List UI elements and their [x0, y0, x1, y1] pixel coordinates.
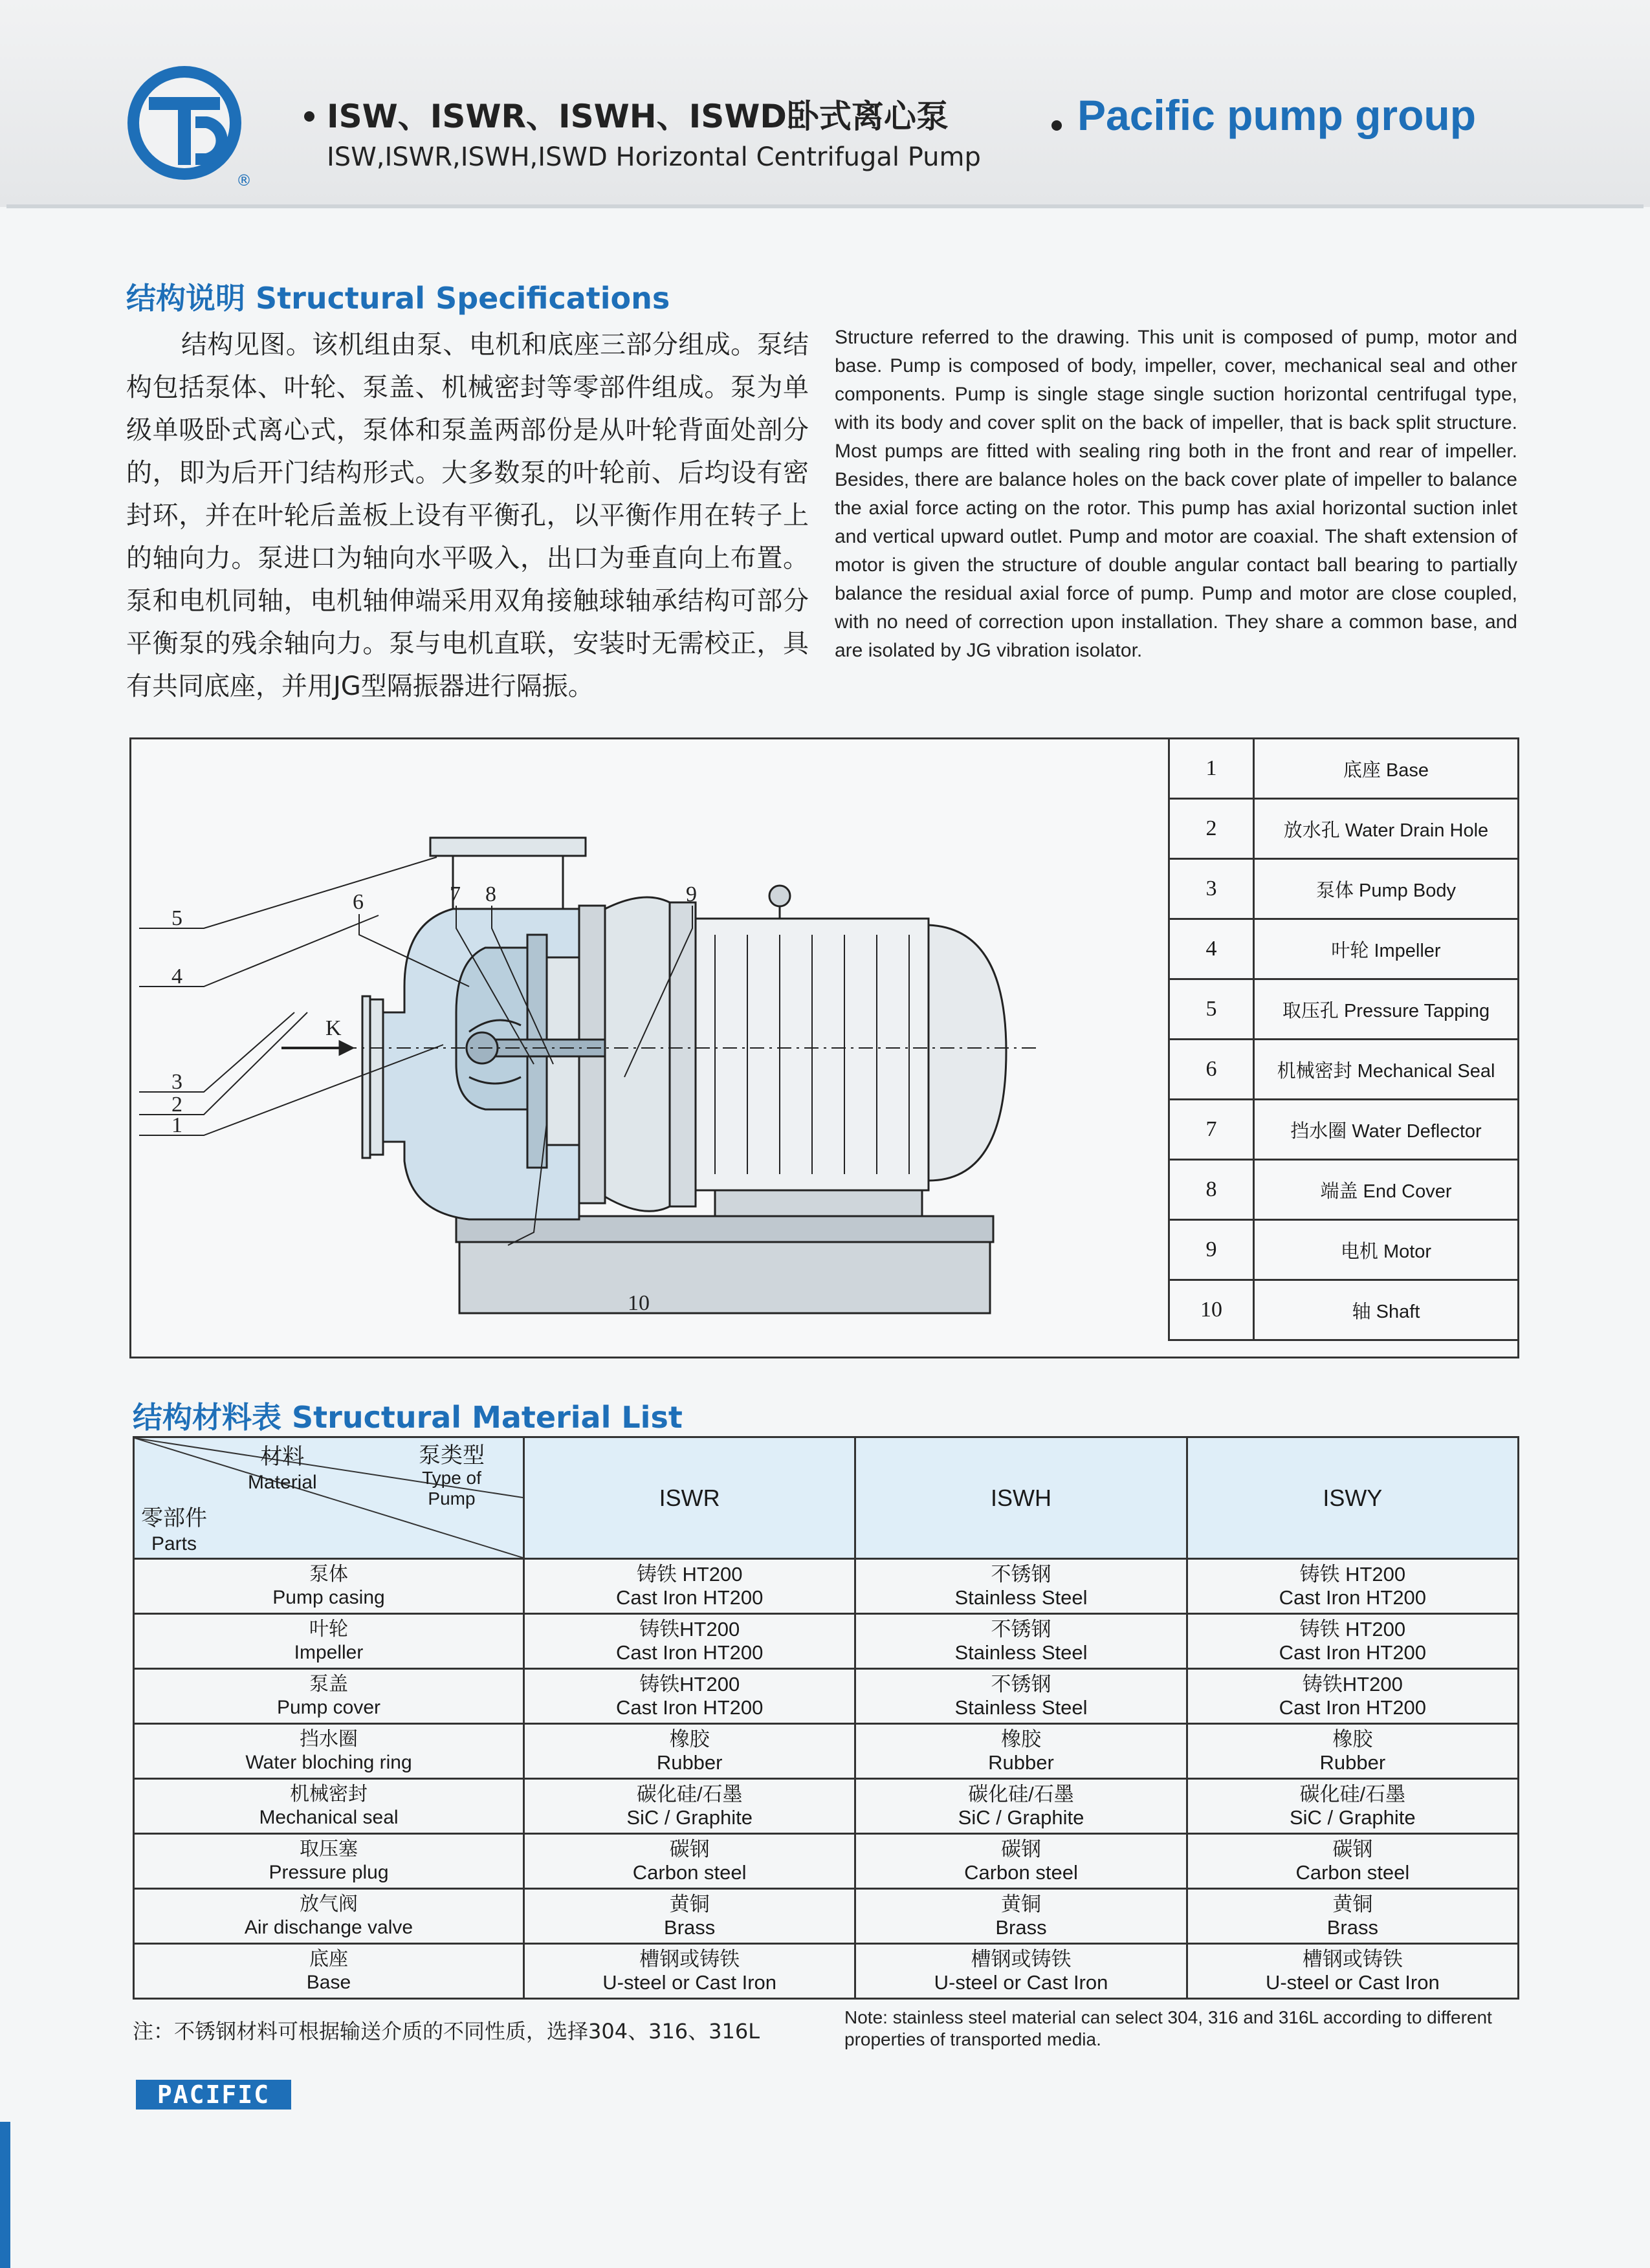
part-number: 7: [1169, 1100, 1254, 1160]
corner-material: [248, 1445, 317, 1495]
material-section-title: 结构材料表 Structural Material List: [133, 1400, 683, 1435]
parts-row: [1169, 979, 1519, 1040]
corner-parts-en: Parts: [151, 1533, 197, 1554]
material-en: Cast Iron HT200: [1279, 1586, 1427, 1609]
material-en: Cast Iron HT200: [1279, 1641, 1427, 1664]
footer-logo: PACIFIC: [136, 2080, 291, 2110]
material-cn: 槽钢或铸铁: [639, 1948, 740, 1970]
material-en: SiC / Graphite: [958, 1806, 1084, 1829]
part-name: 挡水圈 Water Deflector: [1254, 1100, 1519, 1160]
material-value-cell: [855, 1724, 1187, 1779]
material-en: U-steel or Cast Iron: [1265, 1971, 1440, 1994]
corner-type: [413, 1443, 490, 1510]
corner-material-cn: 材料: [260, 1445, 305, 1469]
material-value-cell: [855, 1889, 1187, 1944]
material-en: Rubber: [988, 1751, 1054, 1774]
material-row: [134, 1724, 1519, 1779]
material-value-cell: [1187, 1834, 1518, 1889]
material-cn: 槽钢或铸铁: [971, 1948, 1072, 1970]
parts-row: [1169, 799, 1519, 859]
material-table-header: [134, 1437, 1519, 1559]
material-en: SiC / Graphite: [1289, 1806, 1416, 1829]
part-name-cn: 取压塞: [300, 1838, 358, 1860]
material-cn: 黄铜: [1000, 1893, 1041, 1915]
material-en: Brass: [664, 1916, 716, 1939]
material-row: [134, 1944, 1519, 1999]
part-name-cn: 机械密封: [290, 1783, 368, 1805]
callout-2: 2: [171, 1093, 182, 1117]
part-name: 泵体 Pump Body: [1254, 859, 1519, 919]
part-name-cn: 泵体: [309, 1564, 348, 1585]
page-edge-bar: [0, 2122, 10, 2268]
corner-material-en: Material: [248, 1472, 317, 1493]
material-value-cell: [524, 1944, 855, 1999]
part-number: 5: [1169, 979, 1254, 1040]
material-cn: 槽钢或铸铁: [1302, 1948, 1403, 1970]
material-value-cell: [524, 1559, 855, 1614]
pump-cross-section-diagram: [133, 741, 1165, 1355]
material-value-cell: [524, 1724, 855, 1779]
brand-name: Pacific pump group: [1077, 91, 1477, 139]
registered-mark: ®: [236, 171, 252, 190]
material-value-cell: [855, 1779, 1187, 1834]
material-value-cell: [855, 1834, 1187, 1889]
material-en: Cast Iron HT200: [615, 1641, 764, 1664]
part-name-cn: 放气阀: [300, 1893, 358, 1915]
material-value-cell: [1187, 1559, 1518, 1614]
material-value-cell: [524, 1889, 855, 1944]
part-number: 9: [1169, 1220, 1254, 1280]
structure-section-title: 结构说明 Structural Specifications: [126, 281, 670, 316]
part-number: 4: [1169, 919, 1254, 979]
part-name: 电机 Motor: [1254, 1220, 1519, 1280]
part-name-en: Pressure plug: [269, 1862, 389, 1883]
corner-type-en: Type of Pump: [422, 1468, 481, 1509]
callout-6: 6: [353, 890, 364, 914]
material-part-cell: [134, 1779, 524, 1834]
parts-row: [1169, 1040, 1519, 1100]
part-name-cn: 底座: [309, 1948, 348, 1970]
part-name-en: Base: [306, 1972, 351, 1993]
material-en: Cast Iron HT200: [615, 1586, 764, 1609]
part-name: 放水孔 Water Drain Hole: [1254, 799, 1519, 859]
corner-header-cell: [134, 1437, 524, 1559]
part-number: 10: [1169, 1280, 1254, 1340]
callout-8: 8: [485, 882, 496, 906]
part-name: 端盖 End Cover: [1254, 1160, 1519, 1220]
material-en: Brass: [995, 1916, 1047, 1939]
material-cn: 黄铜: [1332, 1893, 1373, 1915]
part-name-en: Pump cover: [276, 1697, 381, 1718]
parts-row: [1169, 739, 1519, 799]
note-cn: 注：不锈钢材料可根据输送介质的不同性质，选择304、316、316L: [133, 2019, 760, 2044]
base-frame: [459, 1242, 990, 1313]
parts-row: [1169, 1280, 1519, 1340]
material-en: Carbon steel: [964, 1861, 1078, 1884]
note-en: Note: stainless steel material can select 304, 316 and 316L according to different properties of transported media.: [844, 2007, 1492, 2049]
material-en: Cast Iron HT200: [1279, 1696, 1427, 1719]
material-cn: 不锈钢: [991, 1673, 1051, 1696]
header-title-en: ISW,ISWR,ISWH,ISWD Horizontal Centrifugal Pump: [327, 142, 981, 172]
material-value-cell: [855, 1614, 1187, 1669]
part-name-en: Pump casing: [272, 1587, 385, 1608]
part-name: 叶轮 Impeller: [1254, 919, 1519, 979]
callout-4: 4: [171, 965, 182, 988]
material-part-cell: [134, 1669, 524, 1724]
corner-type-cn: 泵类型: [419, 1443, 485, 1468]
parts-legend-table: [1168, 737, 1519, 1341]
callout-10: 10: [628, 1291, 650, 1315]
part-name: 底座 Base: [1254, 739, 1519, 799]
parts-row: [1169, 1220, 1519, 1280]
structure-text-cn: 结构见图。该机组由泵、电机和底座三部分组成。泵结构包括泵体、叶轮、泵盖、机械密封等零部件组成。泵为单级单吸卧式离心式，泵体和泵盖两部份是从叶轮背面处剖分的，即为后开门结构形式。大多数泵的叶轮前、后均设有密封环，并在叶轮后盖板上设有平衡孔，以平衡作用在转子上的轴向力。泵进口为轴向水平吸入，出口为垂直向上布置。泵和电机同轴，电机轴伸端采用双角接触球轴承结构可部分平衡泵的残余轴向力。泵与电机直联，安装时无需校正，具有共同底座，并用JG型隔振器进行隔振。: [126, 330, 809, 701]
material-value-cell: [1187, 1724, 1518, 1779]
header-title-cn: ISW、ISWR、ISWH、ISWD卧式离心泵: [327, 98, 949, 135]
material-value-cell: [524, 1834, 855, 1889]
material-en: Rubber: [656, 1751, 723, 1774]
material-cn: 橡胶: [669, 1728, 710, 1750]
bullet-dot: [1051, 120, 1062, 131]
parts-row: [1169, 919, 1519, 979]
column-header-iswr: ISWR: [524, 1437, 855, 1559]
material-en: Carbon steel: [1295, 1861, 1410, 1884]
material-en: Rubber: [1319, 1751, 1386, 1774]
material-part-cell: [134, 1944, 524, 1999]
part-name-en: Water bloching ring: [245, 1752, 412, 1773]
material-en: Stainless Steel: [954, 1641, 1088, 1664]
part-name: 取压孔 Pressure Tapping: [1254, 979, 1519, 1040]
material-value-cell: [524, 1614, 855, 1669]
material-value-cell: [1187, 1614, 1518, 1669]
material-value-cell: [524, 1669, 855, 1724]
material-cn: 碳钢: [1332, 1838, 1373, 1860]
material-cn: 碳钢: [669, 1838, 710, 1860]
callout-1: 1: [171, 1113, 182, 1137]
material-cn: 碳化硅/石墨: [1299, 1783, 1406, 1805]
material-en: Brass: [1326, 1916, 1378, 1939]
material-part-cell: [134, 1614, 524, 1669]
material-value-cell: [855, 1559, 1187, 1614]
material-en: U-steel or Cast Iron: [934, 1971, 1108, 1994]
callout-7: 7: [450, 882, 461, 906]
part-name-en: Impeller: [294, 1642, 364, 1663]
parts-row: [1169, 1100, 1519, 1160]
material-cn: 碳化硅/石墨: [968, 1783, 1074, 1805]
material-part-cell: [134, 1889, 524, 1944]
material-row: [134, 1889, 1519, 1944]
header-divider: [6, 204, 1644, 208]
material-value-cell: [524, 1779, 855, 1834]
corner-parts: [141, 1506, 207, 1556]
part-number: 3: [1169, 859, 1254, 919]
column-header-iswy: ISWY: [1187, 1437, 1518, 1559]
inlet-label: K: [325, 1016, 342, 1040]
material-cn: 铸铁 HT200: [1299, 1618, 1406, 1641]
part-name-en: Mechanical seal: [259, 1807, 399, 1828]
material-row: [134, 1834, 1519, 1889]
parts-row: [1169, 859, 1519, 919]
bullet-dot: [304, 111, 314, 122]
material-part-cell: [134, 1834, 524, 1889]
material-part-cell: [134, 1724, 524, 1779]
structure-text-en: Structure referred to the drawing. This unit is composed of pump, motor and base. Pump is composed of body, impeller, cover, mechanical seal and other components. Pump is single stage single suction horizontal centrifugal type, with its body and cover split on the back of impeller, that is back split structure. Most pumps are fitted with sealing ring both in the front and rear of impeller. Besides, there are balance holes on the back cover plate of impeller to balance the axial force acting on the rotor. This pump has axial horizontal suction inlet and vertical upward outlet. Pump and motor are coaxial. The shaft extension of motor is given the structure of double angular contact ball bearing to partially balance the residual axial force of pump. Pump and motor are close coupled, with no need of correction upon installation. They share a common base, and are isolated by JG vibration isolator.: [835, 327, 1517, 661]
material-cn: 铸铁 HT200: [636, 1563, 743, 1586]
material-cn: 不锈钢: [991, 1563, 1051, 1586]
material-value-cell: [1187, 1669, 1518, 1724]
material-en: Cast Iron HT200: [615, 1696, 764, 1719]
part-name-cn: 泵盖: [309, 1674, 348, 1695]
material-en: Stainless Steel: [954, 1696, 1088, 1719]
part-name: 机械密封 Mechanical Seal: [1254, 1040, 1519, 1100]
part-name-cn: 叶轮: [309, 1619, 348, 1640]
material-value-cell: [1187, 1944, 1518, 1999]
part-number: 2: [1169, 799, 1254, 859]
part-number: 8: [1169, 1160, 1254, 1220]
material-en: Stainless Steel: [954, 1586, 1088, 1609]
part-name-cn: 挡水圈: [300, 1728, 358, 1750]
part-name-en: Air dischange valve: [244, 1917, 413, 1938]
material-en: SiC / Graphite: [626, 1806, 753, 1829]
material-row: [134, 1559, 1519, 1614]
material-cn: 铸铁HT200: [1302, 1673, 1403, 1696]
material-table: [133, 1436, 1519, 2000]
part-number: 6: [1169, 1040, 1254, 1100]
material-cn: 铸铁HT200: [639, 1673, 740, 1696]
parts-row: [1169, 1160, 1519, 1220]
material-row: [134, 1614, 1519, 1669]
material-value-cell: [1187, 1889, 1518, 1944]
material-cn: 碳化硅/石墨: [636, 1783, 743, 1805]
material-cn: 黄铜: [669, 1893, 710, 1915]
callout-3: 3: [171, 1070, 182, 1094]
material-row: [134, 1779, 1519, 1834]
material-cn: 橡胶: [1332, 1728, 1373, 1750]
part-number: 1: [1169, 739, 1254, 799]
material-row: [134, 1669, 1519, 1724]
material-value-cell: [1187, 1779, 1518, 1834]
material-cn: 碳钢: [1000, 1838, 1041, 1860]
material-cn: 铸铁 HT200: [1299, 1563, 1406, 1586]
part-name: 轴 Shaft: [1254, 1280, 1519, 1340]
material-part-cell: [134, 1559, 524, 1614]
column-header-iswh: ISWH: [855, 1437, 1187, 1559]
corner-parts-cn: 零部件: [141, 1506, 207, 1531]
material-cn: 不锈钢: [991, 1618, 1051, 1641]
callout-5: 5: [171, 906, 182, 930]
company-logo: [123, 61, 252, 191]
material-en: Carbon steel: [632, 1861, 747, 1884]
material-en: U-steel or Cast Iron: [602, 1971, 777, 1994]
callout-9: 9: [686, 882, 697, 906]
material-cn: 橡胶: [1000, 1728, 1041, 1750]
material-cn: 铸铁HT200: [639, 1618, 740, 1641]
material-value-cell: [855, 1944, 1187, 1999]
material-value-cell: [855, 1669, 1187, 1724]
